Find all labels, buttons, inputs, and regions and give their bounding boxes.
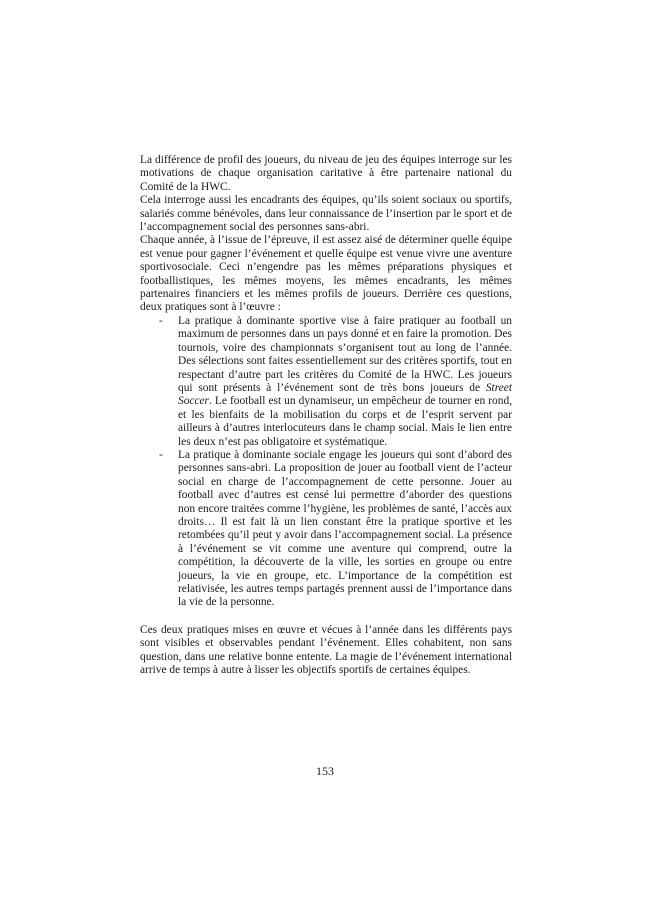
bullet-marker: - [159, 448, 163, 461]
bullet-marker: - [159, 314, 163, 327]
emphasis-street-soccer: Street Soccer [178, 381, 512, 408]
paragraph-conclusion: Ces deux pratiques mises en œuvre et vécues à l’année dans les différents pays sont visibles et observables pendant l’événement. Elles cohabitent, non sans question, dans une relative bonne entente. La magie de l’événement international arrive de temps à autre à lisser les objectifs sportifs de certaines équipes. [140, 623, 512, 677]
body-text [140, 154, 512, 677]
paragraph-gap [140, 610, 512, 624]
paragraph-chaque-annee: Chaque année, à l’issue de l’épreuve, il est assez aisé de déterminer quelle équipe est venue pour gagner l’événement et quelle équipe est venue vivre une aventure sportivosociale. Ceci n’engendre pas les mêmes préparations physiques et footballistiques, les mêmes moyens, les mêmes encadrants, les mêmes partenaires financiers et les mêmes profils de joueurs. Derrière ces questions, deux pratiques sont à l’œuvre : [140, 234, 512, 314]
paragraph-profil-joueurs: La différence de profil des joueurs, du niveau de jeu des équipes interroge sur les motivations de chaque organisation caritative à être partenaire national du Comité de la HWC. [140, 154, 512, 193]
paragraph-encadrants: Cela interroge aussi les encadrants des équipes, qu’ils soient sociaux ou sportifs, salariés comme bénévoles, dans leur connaissance de l’insertion par le sport et de l’accompagnement social des personnes sans-abri. [140, 194, 512, 234]
list-item-sociale [140, 449, 512, 610]
list-item-sportive [140, 315, 512, 449]
practice-list [140, 315, 512, 610]
list-item-text: La pratique à dominante sociale engage les joueurs qui sont d’abord des personnes sans-abri. La proposition de jouer au football vient de l’acteur social en charge de l’accompagnement de cette personne. Jouer au football avec d’autres est censé lui permettre d’aborder des questions non encore traitées comme l’hygiène, les problèmes de santé, l’accès aux droits… Il est fait là un lien constant être la pratique sportive et les retombées qu’il peut y avoir dans l’accompagnement social. La présence à l’événement se vit comme une aventure qui comprend, outre la compétition, la découverte de la ville, les sorties en groupe ou entre joueurs, la vie en groupe, etc. L’importance de la compétition est relativisée, les autres temps partagés prennent aussi de l’importance dans la vie de la personne. [178, 448, 512, 609]
list-item-text: La pratique à dominante sportive vise à faire pratiquer au football un maximum de personnes dans un pays donné et en faire la promotion. Des tournois, voire des championnats s’organisent tout au long de l’année. Des sélections sont faites essentiellement sur des critères sportifs, tout en respectant d’autre part les critères du Comité de la HWC. Les joueurs qui sont présents à l’événement sont de très bons joueurs de [178, 314, 512, 394]
list-item-text-continued: . Le football est un dynamiseur, un empêcheur de tourner en rond, et les bienfaits de la mobilisation du corps et de l’esprit servent par ailleurs à d’autres interlocuteurs dans le champ social. Mais le lien entre les deux n’est pas obligatoire et systématique. [178, 395, 512, 448]
page-number: 153 [316, 764, 334, 778]
